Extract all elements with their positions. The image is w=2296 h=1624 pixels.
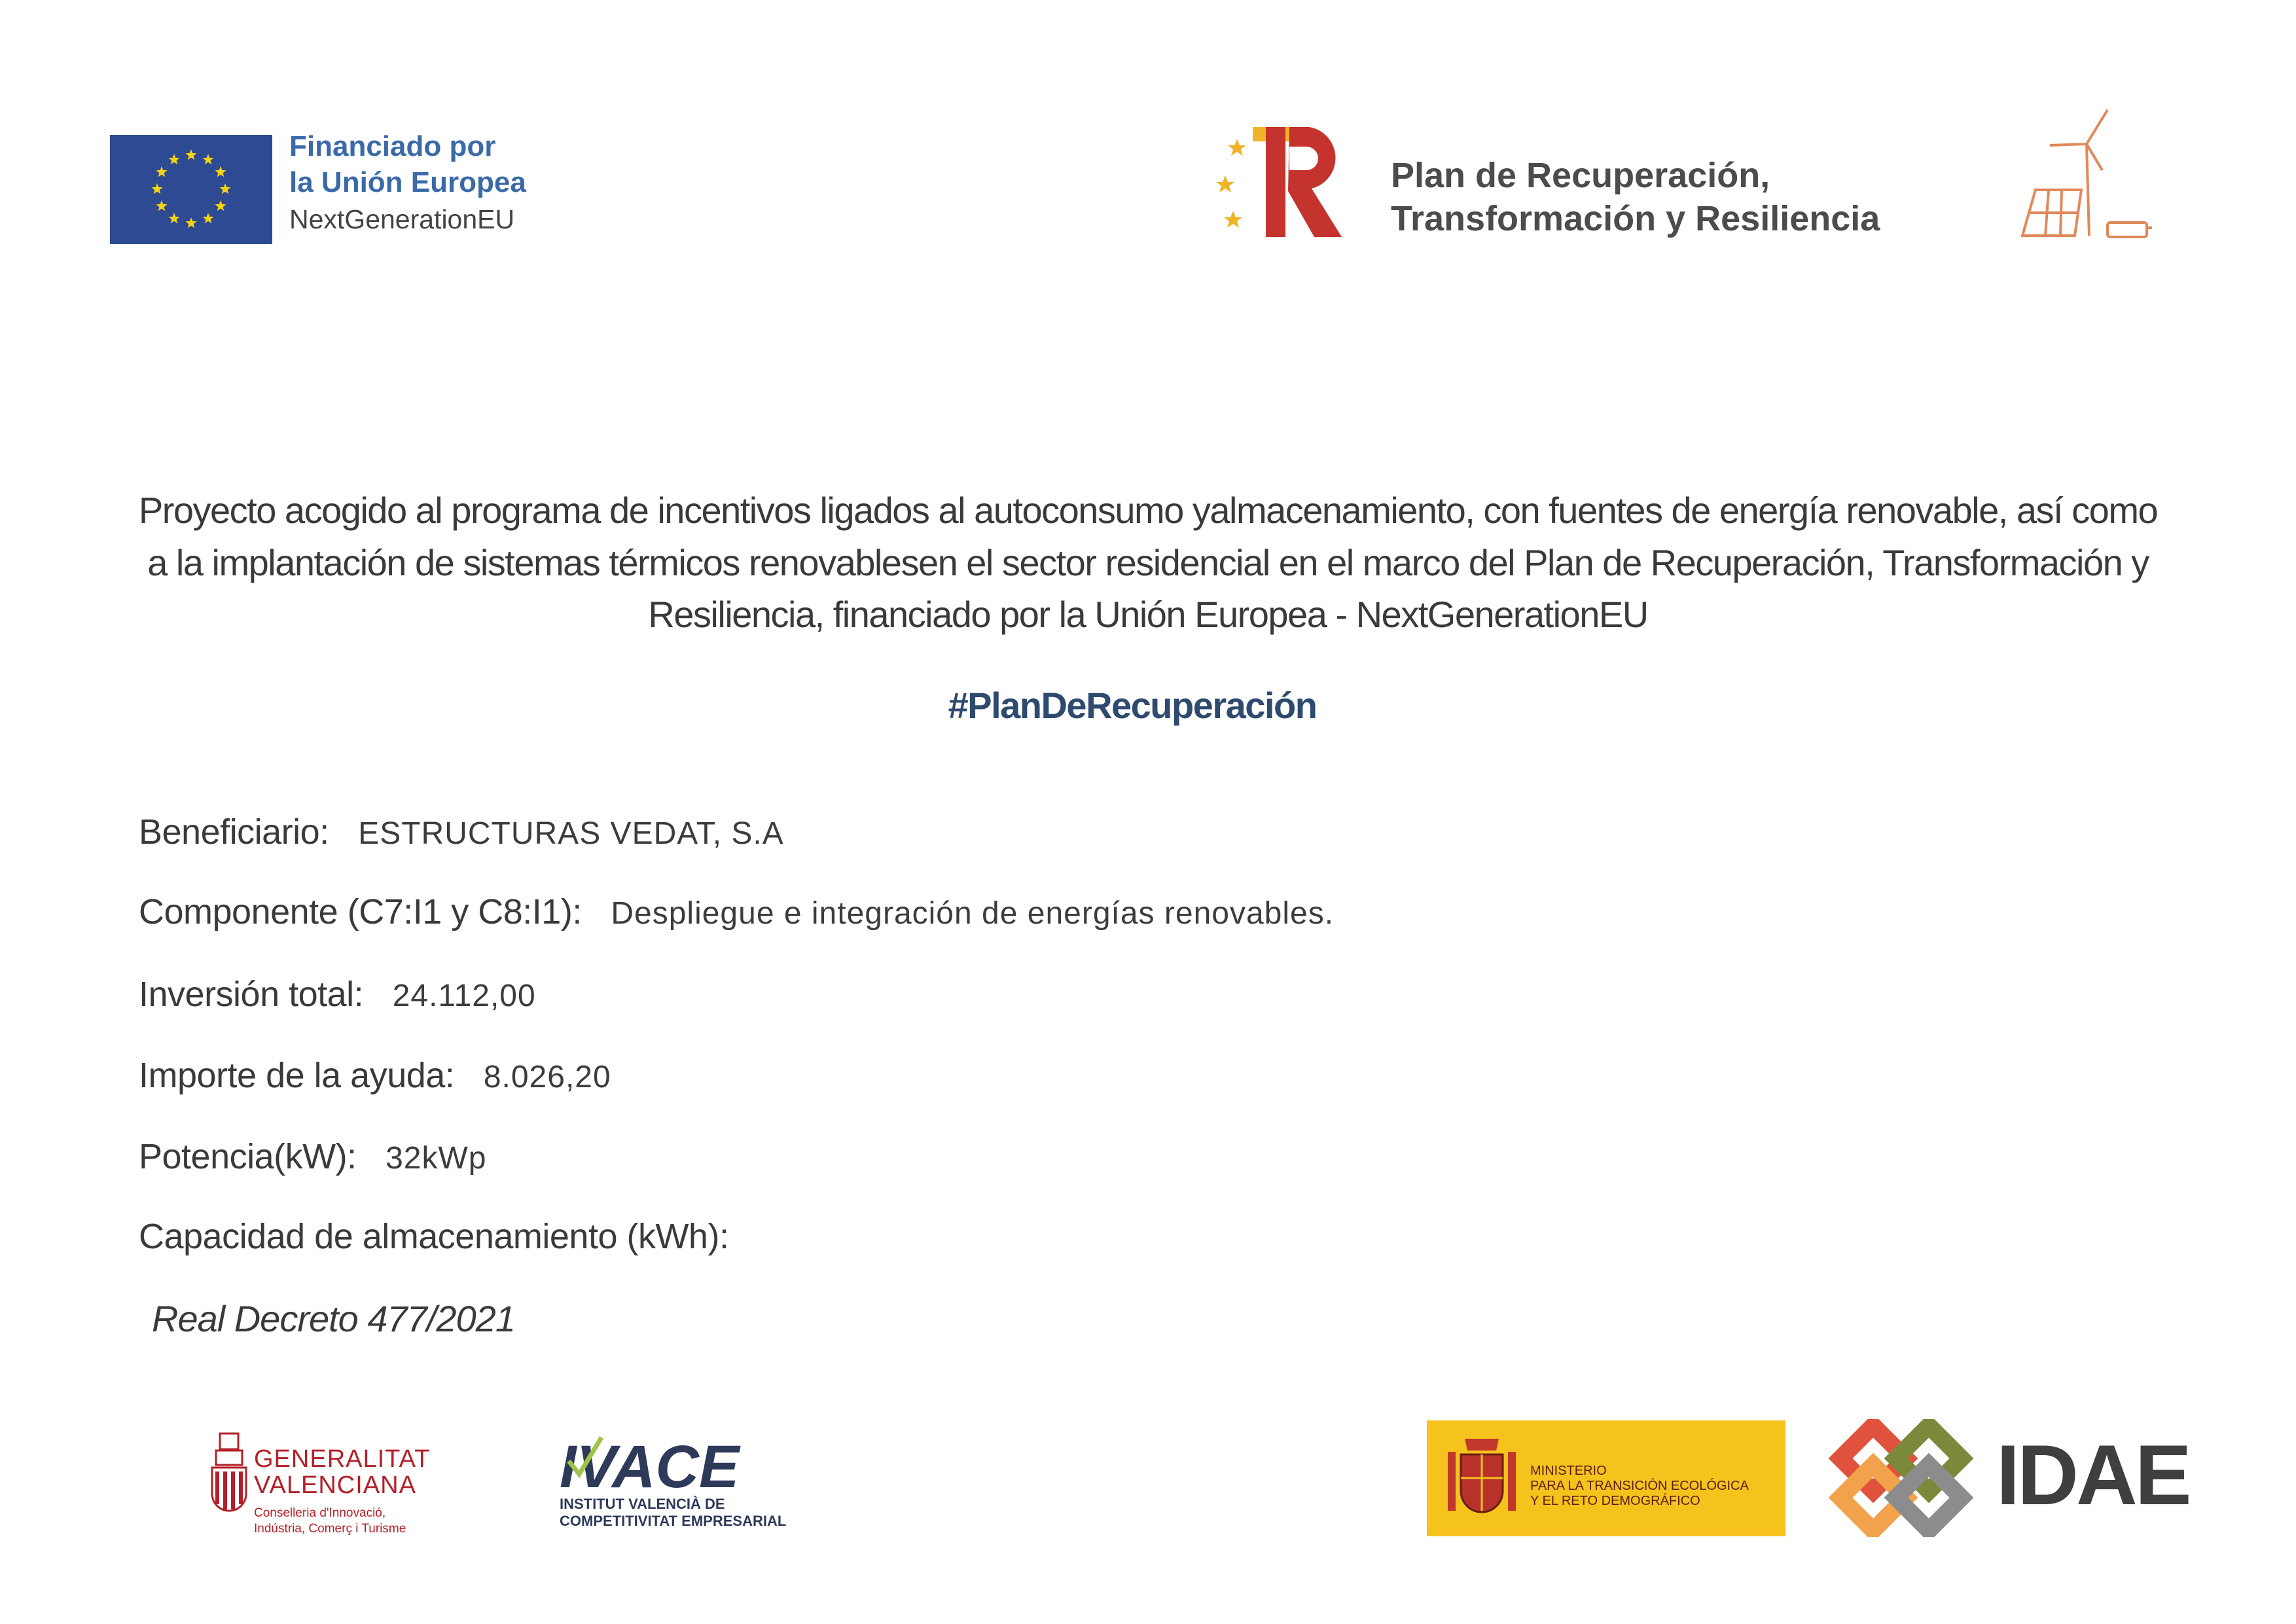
ministerio-text [1530,1464,1749,1509]
beneficiario-row [139,812,784,852]
componente-value: Despliegue e integración de energías renovables. [611,896,1335,931]
eu-star [156,200,167,211]
importe-value: 8.026,20 [483,1060,611,1094]
componente-label: Componente (C7:I1 y C8:I1): [139,892,582,931]
beneficiario-value: ESTRUCTURAS VEDAT, S.A [358,816,784,851]
componente-row [139,892,1334,932]
eu-star [156,166,167,177]
ivace-name: IVACE [560,1434,740,1499]
gva-sub2: Indústria, Comerç i Turisme [254,1522,406,1536]
ministerio-line2: PARA LA TRANSICIÓN ECOLÓGICA [1530,1479,1749,1493]
eu-star [168,213,179,223]
decree-reference: Real Decreto 477/2021 [152,1298,515,1339]
gva-line1: GENERALITAT [254,1445,431,1473]
gva-logo-text [254,1447,430,1538]
eu-star [202,154,213,164]
eu-logo-text [289,128,526,236]
eu-line2: la Unión Europea [289,166,526,198]
inversion-row [139,974,536,1015]
ivace-subtitle [560,1496,786,1530]
ministerio-line1: MINISTERIO [1530,1464,1607,1478]
eu-line1: Financiado por [289,130,496,162]
gva-line2: VALENCIANA [254,1471,416,1499]
prtr-tr-logo [1211,118,1361,242]
wind-turbine-solar-icon [2009,105,2166,249]
eu-star [219,183,230,194]
prtr-logo-text [1391,154,1880,241]
potencia-value: 32kWp [386,1141,487,1176]
ivace-sub2: COMPETITIVITAT EMPRESARIAL [560,1513,787,1530]
hashtag: #PlanDeRecuperación [948,685,1317,726]
project-description: Proyecto acogido al programa de incentivos ligados al autoconsumo yalmacenamiento, con fuentes de energía renovable, así como a la implantación de sistemas térmicos renovablesen el sector residencial en el marco del Plan de Recuperación, Transformación y Resiliencia, financiado por la Unión Europea - NextGenerationEU [138,490,2158,636]
eu-star [215,200,226,211]
gva-crest-icon [208,1431,250,1517]
eu-star [151,183,162,194]
eu-line3: NextGenerationEU [289,204,515,234]
prtr-line2: Transformación y Resiliencia [1391,198,1880,238]
eu-star [168,154,179,164]
ivace-logo [560,1434,759,1499]
eu-star [215,166,226,177]
prtr-line1: Plan de Recuperación, [1391,156,1770,195]
idae-mark-icon [1814,1419,1988,1537]
eu-flag-logo [110,135,272,244]
eu-star [185,149,196,160]
ivace-sub1: INSTITUT VALENCIÀ DE [560,1496,725,1512]
potencia-label: Potencia(kW): [139,1137,357,1176]
importe-label: Importe de la ayuda: [139,1056,455,1095]
inversion-value: 24.112,00 [392,979,536,1013]
potencia-row [139,1136,487,1177]
capacidad-row [139,1216,748,1257]
idae-wordmark: IDAE [1996,1427,2189,1523]
capacidad-label: Capacidad de almacenamiento (kWh): [139,1217,729,1256]
beneficiario-label: Beneficiario: [139,812,329,852]
spain-coat-of-arms-icon [1443,1432,1521,1524]
eu-star [185,217,196,228]
eu-stars-icon [110,135,272,244]
eu-star [202,213,213,223]
importe-row [139,1055,611,1096]
gva-sub1: Conselleria d'Innovació, [254,1506,386,1520]
ministerio-line3: Y EL RETO DEMOGRÁFICO [1530,1494,1700,1508]
inversion-label: Inversión total: [139,975,364,1014]
